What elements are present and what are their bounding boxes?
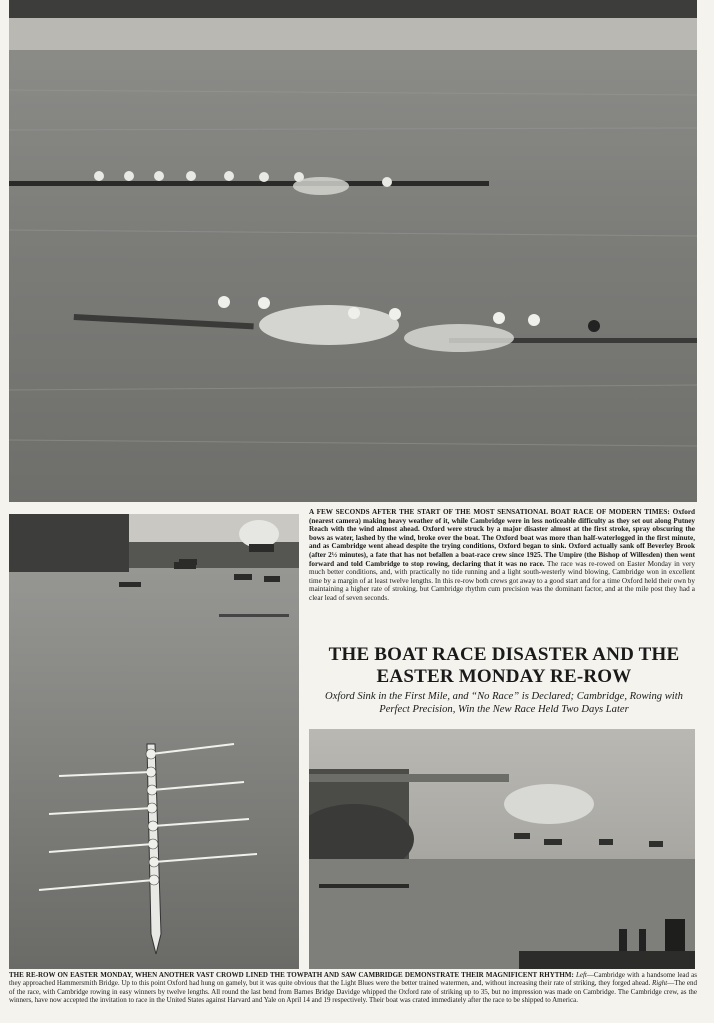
bottom-caption-text-left: —Cambridge with a handsome lead as they approached Hammersmith Bridge. Up to this point Oxford had hung on gamely, but it was quite obvious that the Light Blues were the better trained watermen, and, without increasing their rate of striking, they forged ahead.: [9, 971, 698, 988]
right-photo-image: [309, 729, 695, 969]
top-caption: [309, 508, 695, 603]
headline-line-1: THE BOAT RACE DISASTER AND THE: [328, 644, 680, 665]
bottom-caption-left-label: Left: [575, 971, 587, 979]
top-photo: [9, 0, 697, 502]
top-photo-image: [9, 0, 697, 502]
headline-line-2: EASTER MONDAY RE-ROW: [376, 666, 632, 687]
subheadline: Oxford Sink in the First Mile, and “No Race” is Declared; Cambridge, Rowing with Perfect Precision, Win the New Race Held Two Days Later: [325, 691, 683, 715]
bottom-caption-lead: THE RE-ROW ON EASTER MONDAY, WHEN ANOTHER VAST CROWD LINED THE TOWPATH AND SAW CAMBRIDGE DEMONSTRATE THEIR MAGNIFICENT RHYTHM:: [9, 971, 574, 979]
left-photo: [9, 514, 299, 969]
right-photo: [309, 729, 695, 969]
bottom-caption-right-label: Right: [652, 979, 668, 988]
bottom-caption-text-right: —The end of the race, with Cambridge rowing in easy winners by twelve lengths. All round the last bend from Barnes Bridge Davidge whipped the Oxford rate of striking up to 35, but no impression was made on Cambridge. The Cambridge crew, as the winners, have now accepted the invitation to race in the United States against Harvard and Yale on April 14 and 19 respectively. Their boat was crated immediately after the race to be shipped to America.: [9, 979, 697, 1005]
top-caption-body: The race was re-rowed on Easter Monday in very much better conditions, and, with practically no tide running and a light south-westerly wind blowing, Cambridge won in excellent time by a margin of at least twelve lengths. In this re-row both crews got away to a good start and for a time Oxford held their own by maintaining a higher rate of stroking, but Cambridge rhythm cum precision was the dominant factor, and at the mile post they had a clear lead of seven seconds.: [309, 559, 696, 602]
left-photo-image: [9, 514, 299, 969]
top-caption-lead: A FEW SECONDS AFTER THE START OF THE MOST SENSATIONAL BOAT RACE OF MODERN TIMES:: [309, 508, 670, 516]
top-caption-bold-text: Oxford (nearest camera) making heavy weather of it, while Cambridge were in less noticeable difficulty as they set out along Putney Reach with the wind almost ahead. Oxford were struck by a major disaster almost at the first stroke, spray obscuring the bows as water, lashed by the wind, broke over the boat. The Oxford boat was more than half-waterlogged in the first minute, and as Cambridge went ahead despite the trying conditions, Oxford began to sink. Oxford actually sank off Beverley Brook (after 2½ minutes), a fate that has not befallen a boat-race crew since 1925. The Umpire (the Bishop of Willesden) then went forward and told Cambridge to stop rowing, declaring that it was no race.: [309, 508, 696, 568]
bottom-caption: [9, 971, 697, 1005]
headline: [309, 644, 699, 688]
